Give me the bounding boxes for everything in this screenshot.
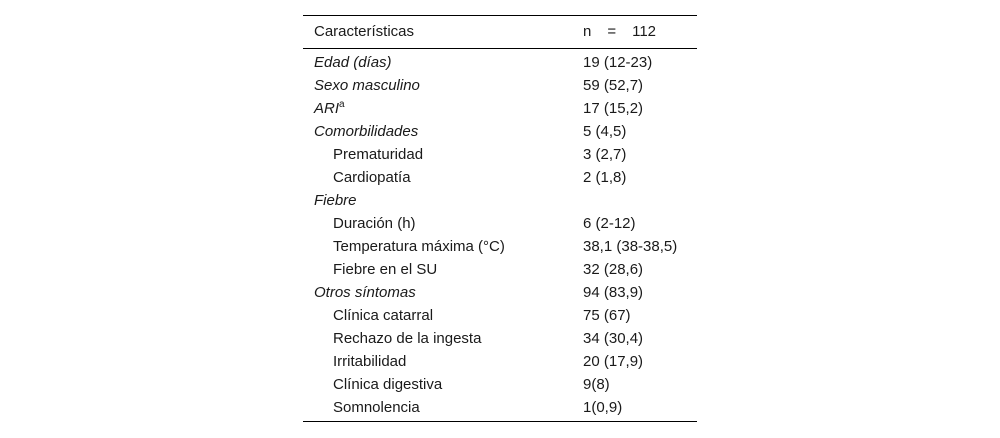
row-label-text: Temperatura máxima (°C): [333, 238, 505, 255]
row-label: [303, 373, 583, 396]
row-value: 19 (12-23): [583, 54, 653, 71]
row-label: [303, 396, 583, 422]
row-label: [303, 74, 583, 97]
header-equals: =: [607, 23, 617, 40]
row-value: 5 (4,5): [583, 123, 627, 140]
header-n-value: 112: [632, 23, 657, 40]
table-row: [303, 281, 697, 304]
row-label-text: Prematuridad: [333, 146, 424, 163]
table-header-row: [303, 16, 697, 49]
row-value: 34 (30,4): [583, 330, 644, 347]
row-label: [303, 143, 583, 166]
row-label-text: Otros síntomas: [314, 284, 416, 301]
row-value: 3 (2,7): [583, 146, 627, 163]
row-label: [303, 281, 583, 304]
header-n-label: n: [583, 23, 592, 40]
table-row: [303, 235, 697, 258]
table-row: [303, 396, 697, 422]
row-label-text: Somnolencia: [333, 399, 420, 416]
header-n: [583, 16, 697, 49]
table-row: [303, 97, 697, 120]
row-label: [303, 97, 583, 120]
row-label: [303, 120, 583, 143]
row-label-text: Cardiopatía: [333, 169, 411, 186]
row-value: 20 (17,9): [583, 353, 644, 370]
row-label: [303, 189, 583, 212]
row-label-text: Edad (días): [314, 54, 392, 71]
table-row: [303, 304, 697, 327]
table-body: [303, 49, 697, 422]
table-row: [303, 74, 697, 97]
row-value: 6 (2-12): [583, 215, 636, 232]
row-label-text: Clínica catarral: [333, 307, 434, 324]
row-label-text: Clínica digestiva: [333, 376, 443, 393]
row-label-text: Fiebre en el SU: [333, 261, 438, 278]
footnote-marker: a: [339, 99, 345, 110]
table-row: [303, 166, 697, 189]
table-row: [303, 373, 697, 396]
table-row: [303, 189, 697, 212]
row-value: 94 (83,9): [583, 284, 644, 301]
row-value: 17 (15,2): [583, 100, 644, 117]
table-row: [303, 350, 697, 373]
row-value: 9(8): [583, 376, 610, 393]
row-label-text: Sexo masculino: [314, 77, 420, 94]
row-label-text: Comorbilidades: [314, 123, 419, 140]
row-label-text: Rechazo de la ingesta: [333, 330, 482, 347]
table-row: [303, 212, 697, 235]
row-value: 75 (67): [583, 307, 631, 324]
row-label: [303, 49, 583, 75]
row-label: [303, 304, 583, 327]
table-row: [303, 143, 697, 166]
row-value: 1(0,9): [583, 396, 697, 422]
table-row: [303, 120, 697, 143]
row-label: [303, 235, 583, 258]
row-label-text: ARI: [314, 100, 340, 117]
table-row: [303, 258, 697, 281]
row-label-text: Irritabilidad: [333, 353, 407, 370]
row-value: 38,1 (38-38,5): [583, 238, 678, 255]
row-label: [303, 258, 583, 281]
header-characteristics: Características: [303, 16, 583, 49]
row-label: [303, 166, 583, 189]
table-row: [303, 327, 697, 350]
row-label-text: Fiebre: [314, 192, 357, 209]
row-value: 59 (52,7): [583, 77, 644, 94]
row-value: 2 (1,8): [583, 169, 627, 186]
row-value: 32 (28,6): [583, 261, 644, 278]
row-label: [303, 212, 583, 235]
characteristics-table: [303, 15, 697, 422]
row-value: [583, 189, 697, 212]
row-label: [303, 350, 583, 373]
row-label: [303, 327, 583, 350]
row-label-text: Duración (h): [333, 215, 416, 232]
table-row: [303, 49, 697, 75]
